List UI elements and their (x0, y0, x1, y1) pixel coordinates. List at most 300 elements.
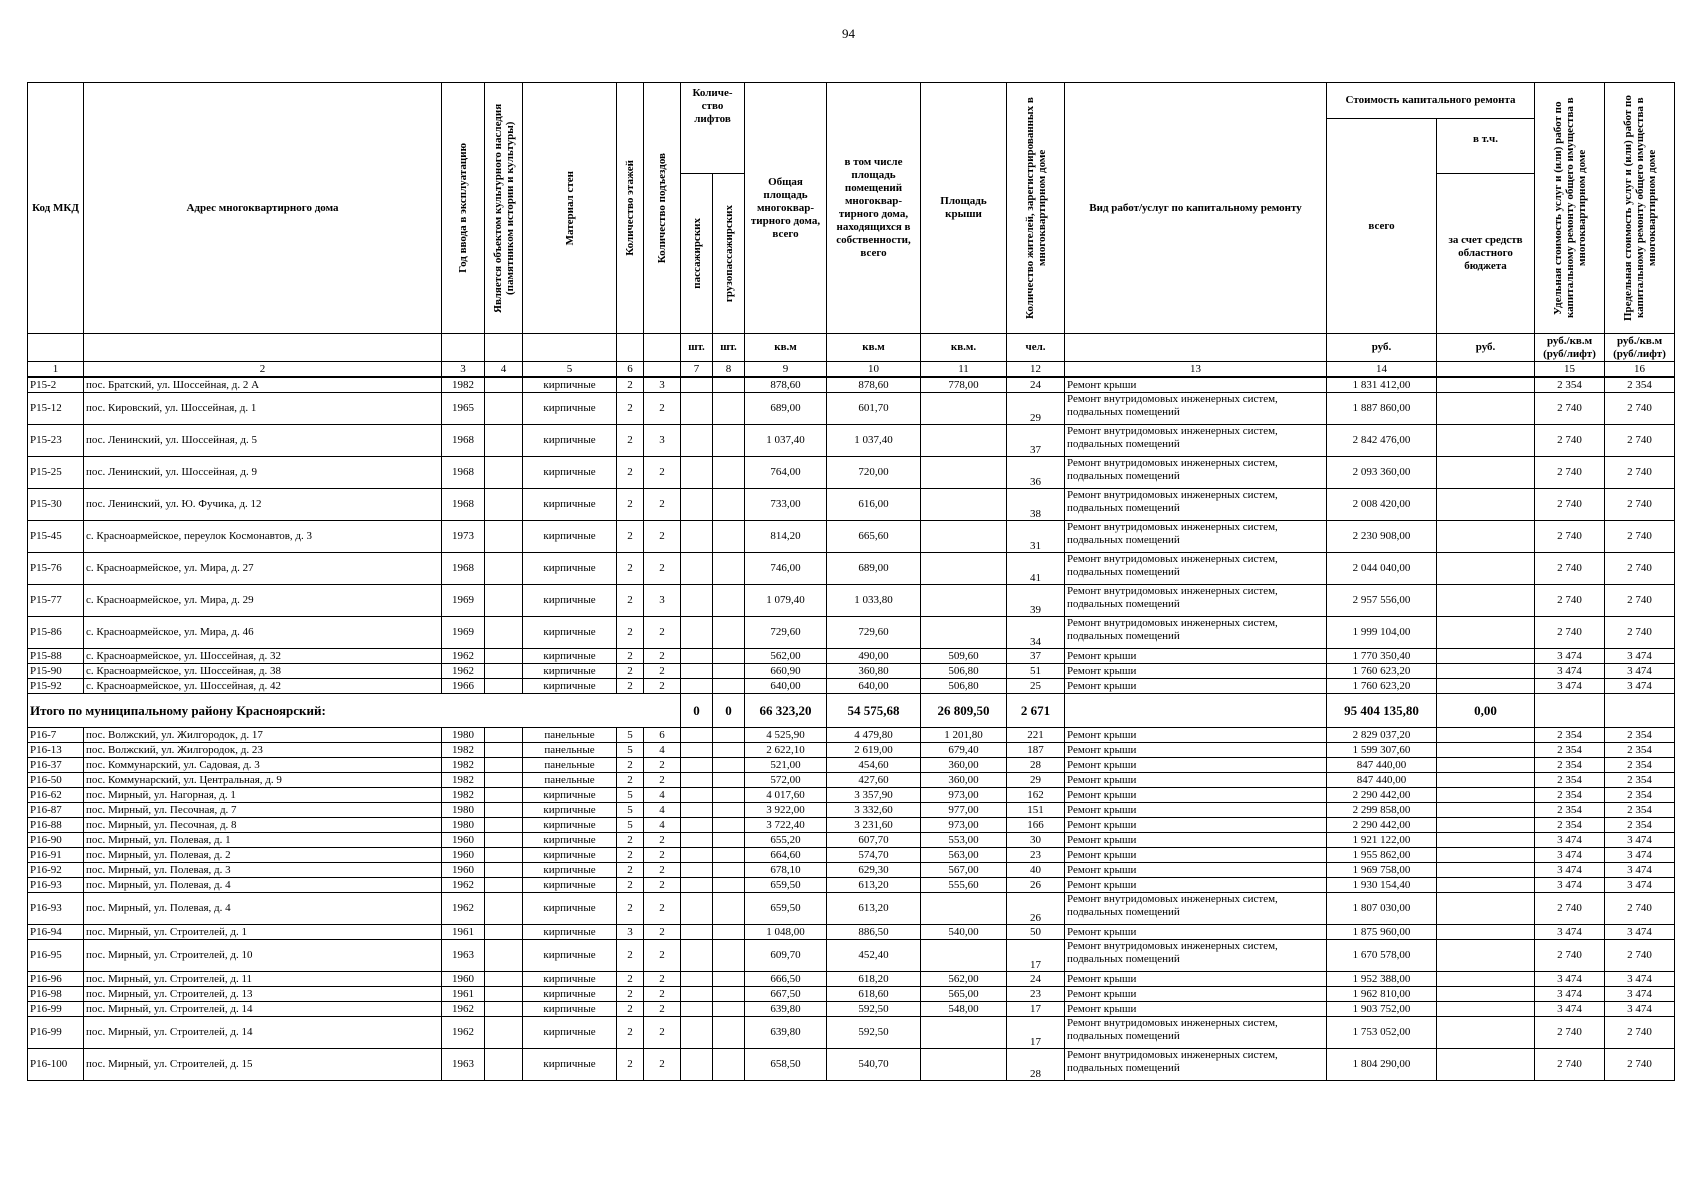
col-material-header: Материал стен (523, 83, 617, 334)
wall-material: кирпичные (523, 940, 617, 972)
roof-area-cell (921, 521, 1007, 553)
owned-area-cell: 629,30 (827, 863, 921, 878)
build-year: 1962 (442, 649, 485, 664)
floors-count: 2 (617, 585, 644, 617)
heritage-cell (485, 940, 523, 972)
work-type-cell: Ремонт внутридомовых инженерных систем, подвальных помещений (1065, 489, 1327, 521)
heritage-cell (485, 848, 523, 863)
floors-count: 2 (617, 649, 644, 664)
cost-total-cell: 1 999 104,00 (1327, 617, 1437, 649)
cost-regional-cell (1437, 758, 1535, 773)
table-row (28, 728, 1675, 743)
col-number: 13 (1065, 362, 1327, 378)
floors-count: 5 (617, 818, 644, 833)
unit-cost-cell: 3 474 (1535, 833, 1605, 848)
mkd-code: Р16-7 (28, 728, 84, 743)
work-type-cell: Ремонт крыши (1065, 679, 1327, 694)
residents-cell: 28 (1007, 758, 1065, 773)
owned-area-cell: 886,50 (827, 925, 921, 940)
total-area-cell: 4 525,90 (745, 728, 827, 743)
build-year: 1966 (442, 679, 485, 694)
col-number: 6 (617, 362, 644, 378)
roof-area-cell (921, 489, 1007, 521)
total-area-cell: 658,50 (745, 1049, 827, 1081)
lifts-pass-cell (681, 617, 713, 649)
mkd-address: пос. Волжский, ул. Жилгородок, д. 17 (84, 728, 442, 743)
build-year: 1961 (442, 925, 485, 940)
entrances-count: 2 (644, 679, 681, 694)
residents-cell: 37 (1007, 425, 1065, 457)
cost-regional-cell (1437, 521, 1535, 553)
cost-regional-cell (1437, 803, 1535, 818)
floors-count: 2 (617, 773, 644, 788)
mkd-address: пос. Мирный, ул. Строителей, д. 13 (84, 987, 442, 1002)
unit-cost-cell: 2 740 (1535, 457, 1605, 489)
lifts-cargo-cell (713, 788, 745, 803)
table-row (28, 940, 1675, 972)
heritage-cell (485, 457, 523, 489)
owned-area-cell: 3 231,60 (827, 818, 921, 833)
roof-area-cell: 555,60 (921, 878, 1007, 893)
unit-pcs: шт. (681, 334, 713, 362)
owned-area-cell: 592,50 (827, 1017, 921, 1049)
col-cost-total-header: всего (1327, 119, 1437, 334)
owned-area-cell: 616,00 (827, 489, 921, 521)
cost-regional-cell (1437, 743, 1535, 758)
table-row (28, 818, 1675, 833)
table-row (28, 1002, 1675, 1017)
mkd-code: Р16-93 (28, 893, 84, 925)
col-cost-regional-header: за счет средств областного бюджета (1437, 174, 1535, 334)
entrances-count: 2 (644, 553, 681, 585)
roof-area-cell: 567,00 (921, 863, 1007, 878)
lifts-cargo-cell (713, 940, 745, 972)
owned-area-cell: 490,00 (827, 649, 921, 664)
cost-total-cell: 847 440,00 (1327, 758, 1437, 773)
mkd-address: пос. Мирный, ул. Строителей, д. 11 (84, 972, 442, 987)
max-cost-cell: 3 474 (1605, 878, 1675, 893)
lifts-pass-cell (681, 987, 713, 1002)
build-year: 1982 (442, 773, 485, 788)
wall-material: кирпичные (523, 848, 617, 863)
lifts-pass-cell (681, 878, 713, 893)
wall-material: кирпичные (523, 425, 617, 457)
floors-count: 2 (617, 553, 644, 585)
total-area-cell: 667,50 (745, 987, 827, 1002)
build-year: 1962 (442, 1017, 485, 1049)
repair-register-table (27, 82, 1675, 1081)
cost-regional-cell (1437, 377, 1535, 393)
unit-rub: руб. (1327, 334, 1437, 362)
roof-area-cell (921, 940, 1007, 972)
unit-cost-cell: 3 474 (1535, 972, 1605, 987)
table-row (28, 972, 1675, 987)
wall-material: кирпичные (523, 377, 617, 393)
mkd-address: пос. Мирный, ул. Полевая, д. 3 (84, 863, 442, 878)
unit-cost-cell: 2 740 (1535, 521, 1605, 553)
roof-area-cell: 540,00 (921, 925, 1007, 940)
cost-total-cell: 2 290 442,00 (1327, 818, 1437, 833)
floors-count: 5 (617, 743, 644, 758)
heritage-cell (485, 553, 523, 585)
work-type-cell: Ремонт крыши (1065, 1002, 1327, 1017)
max-cost-cell: 3 474 (1605, 848, 1675, 863)
roof-area-cell (921, 553, 1007, 585)
col-number: 15 (1535, 362, 1605, 378)
mkd-code: Р16-87 (28, 803, 84, 818)
residents-cell: 31 (1007, 521, 1065, 553)
mkd-address: пос. Мирный, ул. Строителей, д. 10 (84, 940, 442, 972)
cost-regional-cell (1437, 848, 1535, 863)
unit-cost-cell: 2 354 (1535, 728, 1605, 743)
cost-total-cell: 2 044 040,00 (1327, 553, 1437, 585)
col-cost-group-header: Стоимость капитального ремонта (1327, 83, 1535, 119)
unit-cost-cell: 3 474 (1535, 878, 1605, 893)
owned-area-cell: 3 332,60 (827, 803, 921, 818)
max-cost-cell: 2 740 (1605, 893, 1675, 925)
lifts-pass-cell (681, 425, 713, 457)
col-number: 16 (1605, 362, 1675, 378)
max-cost-cell: 2 740 (1605, 393, 1675, 425)
cost-total-cell: 1 921 122,00 (1327, 833, 1437, 848)
col-number: 3 (442, 362, 485, 378)
cost-regional-cell (1437, 489, 1535, 521)
owned-area-cell: 360,80 (827, 664, 921, 679)
owned-area-cell: 2 619,00 (827, 743, 921, 758)
owned-area-cell: 689,00 (827, 553, 921, 585)
residents-cell: 17 (1007, 1017, 1065, 1049)
cost-regional-cell (1437, 457, 1535, 489)
build-year: 1982 (442, 758, 485, 773)
owned-area-cell: 601,70 (827, 393, 921, 425)
owned-area-cell: 665,60 (827, 521, 921, 553)
residents-cell: 17 (1007, 1002, 1065, 1017)
total-area-cell: 3 722,40 (745, 818, 827, 833)
unit-cost-cell: 2 740 (1535, 940, 1605, 972)
total-cost: 95 404 135,80 (1327, 694, 1437, 728)
mkd-address: пос. Мирный, ул. Строителей, д. 14 (84, 1017, 442, 1049)
residents-cell: 24 (1007, 972, 1065, 987)
cost-regional-cell (1437, 664, 1535, 679)
table-row (28, 1049, 1675, 1081)
mkd-address: пос. Мирный, ул. Строителей, д. 14 (84, 1002, 442, 1017)
unit-sqm: кв.м (827, 334, 921, 362)
lifts-pass-cell (681, 758, 713, 773)
roof-area-cell: 360,00 (921, 758, 1007, 773)
floors-count: 3 (617, 925, 644, 940)
col-lifts-cargo-header: грузопассажирских (713, 174, 745, 334)
mkd-code: Р15-25 (28, 457, 84, 489)
build-year: 1980 (442, 818, 485, 833)
table-row (28, 521, 1675, 553)
unit-rub: руб. (1437, 334, 1535, 362)
wall-material: панельные (523, 728, 617, 743)
lifts-pass-cell (681, 893, 713, 925)
owned-area-cell: 592,50 (827, 1002, 921, 1017)
max-cost-cell: 2 740 (1605, 425, 1675, 457)
unit-cost-cell: 2 354 (1535, 803, 1605, 818)
build-year: 1968 (442, 457, 485, 489)
unit-cost-cell: 2 740 (1535, 893, 1605, 925)
cost-total-cell: 2 299 858,00 (1327, 803, 1437, 818)
wall-material: панельные (523, 773, 617, 788)
col-year-header: Год ввода в эксплуатацию (442, 83, 485, 334)
unit-cost-cell: 3 474 (1535, 664, 1605, 679)
table-cell (1065, 694, 1327, 728)
mkd-code: Р15-92 (28, 679, 84, 694)
heritage-cell (485, 788, 523, 803)
column-number-row (28, 362, 1675, 378)
col-number: 2 (84, 362, 442, 378)
col-heritage-header: Является объектом культурного наследия (памятником истории и культуры) (485, 83, 523, 334)
work-type-cell: Ремонт внутридомовых инженерных систем, подвальных помещений (1065, 521, 1327, 553)
total-area-cell: 814,20 (745, 521, 827, 553)
cost-total-cell: 1 955 862,00 (1327, 848, 1437, 863)
mkd-address: с. Красноармейское, ул. Шоссейная, д. 42 (84, 679, 442, 694)
mkd-code: Р16-94 (28, 925, 84, 940)
roof-area-cell: 506,80 (921, 679, 1007, 694)
page-number: 94 (842, 26, 855, 41)
roof-area-cell: 563,00 (921, 848, 1007, 863)
entrances-count: 2 (644, 833, 681, 848)
table-row (28, 377, 1675, 393)
lifts-pass-cell (681, 679, 713, 694)
total-area-cell: 729,60 (745, 617, 827, 649)
owned-area-cell: 618,60 (827, 987, 921, 1002)
unit-cost-cell: 2 354 (1535, 818, 1605, 833)
entrances-count: 2 (644, 649, 681, 664)
total-area-cell: 639,80 (745, 1002, 827, 1017)
mkd-address: с. Красноармейское, ул. Мира, д. 46 (84, 617, 442, 649)
wall-material: кирпичные (523, 878, 617, 893)
build-year: 1962 (442, 893, 485, 925)
work-type-cell: Ремонт крыши (1065, 758, 1327, 773)
roof-area-cell (921, 1017, 1007, 1049)
lifts-cargo-cell (713, 679, 745, 694)
floors-count: 2 (617, 848, 644, 863)
unit-cost-cell: 2 740 (1535, 393, 1605, 425)
table-row (28, 893, 1675, 925)
floors-count: 2 (617, 940, 644, 972)
cost-total-cell: 2 093 360,00 (1327, 457, 1437, 489)
heritage-cell (485, 521, 523, 553)
build-year: 1968 (442, 425, 485, 457)
work-type-cell: Ремонт крыши (1065, 972, 1327, 987)
roof-area-cell: 509,60 (921, 649, 1007, 664)
max-cost-cell: 2 740 (1605, 457, 1675, 489)
mkd-address: с. Красноармейское, ул. Шоссейная, д. 32 (84, 649, 442, 664)
cost-regional-cell (1437, 728, 1535, 743)
floors-count: 2 (617, 833, 644, 848)
mkd-address: пос. Ленинский, ул. Ю. Фучика, д. 12 (84, 489, 442, 521)
work-type-cell: Ремонт крыши (1065, 773, 1327, 788)
total-area-cell: 572,00 (745, 773, 827, 788)
heritage-cell (485, 758, 523, 773)
work-type-cell: Ремонт внутридомовых инженерных систем, подвальных помещений (1065, 1049, 1327, 1081)
unit-pcs: шт. (713, 334, 745, 362)
wall-material: кирпичные (523, 818, 617, 833)
floors-count: 5 (617, 788, 644, 803)
work-type-cell: Ремонт крыши (1065, 803, 1327, 818)
cost-total-cell: 1 760 623,20 (1327, 679, 1437, 694)
total-area-cell: 2 622,10 (745, 743, 827, 758)
residents-cell: 51 (1007, 664, 1065, 679)
total-area-cell: 746,00 (745, 553, 827, 585)
table-row (28, 773, 1675, 788)
floors-count: 2 (617, 489, 644, 521)
floors-count: 2 (617, 987, 644, 1002)
col-area-total-header: Общая площадь многоквар-тирного дома, всего (745, 83, 827, 334)
cost-regional-cell (1437, 818, 1535, 833)
mkd-code: Р16-88 (28, 818, 84, 833)
table-row (28, 987, 1675, 1002)
owned-area-cell: 1 037,40 (827, 425, 921, 457)
entrances-count: 6 (644, 728, 681, 743)
entrances-count: 2 (644, 878, 681, 893)
residents-cell: 37 (1007, 649, 1065, 664)
cost-total-cell: 1 770 350,40 (1327, 649, 1437, 664)
max-cost-cell: 2 740 (1605, 1017, 1675, 1049)
heritage-cell (485, 489, 523, 521)
table-row (28, 457, 1675, 489)
mkd-address: пос. Кировский, ул. Шоссейная, д. 1 (84, 393, 442, 425)
lifts-cargo-cell (713, 803, 745, 818)
residents-cell: 17 (1007, 940, 1065, 972)
col-number: 8 (713, 362, 745, 378)
build-year: 1969 (442, 585, 485, 617)
entrances-count: 2 (644, 617, 681, 649)
max-cost-cell: 2 740 (1605, 489, 1675, 521)
max-cost-cell: 2 740 (1605, 521, 1675, 553)
unit-cost-cell: 2 354 (1535, 377, 1605, 393)
wall-material: кирпичные (523, 987, 617, 1002)
lifts-pass-cell (681, 773, 713, 788)
lifts-pass-cell (681, 521, 713, 553)
unit-cost-cell: 2 354 (1535, 773, 1605, 788)
max-cost-cell: 3 474 (1605, 1002, 1675, 1017)
mkd-code: Р15-76 (28, 553, 84, 585)
unit-cost-cell: 2 740 (1535, 489, 1605, 521)
unit-cost-cell: 2 740 (1535, 1049, 1605, 1081)
lifts-pass-cell (681, 1002, 713, 1017)
floors-count: 2 (617, 1049, 644, 1081)
max-cost-cell: 2 740 (1605, 553, 1675, 585)
mkd-address: пос. Ленинский, ул. Шоссейная, д. 5 (84, 425, 442, 457)
wall-material: кирпичные (523, 1002, 617, 1017)
roof-area-cell (921, 585, 1007, 617)
entrances-count: 3 (644, 585, 681, 617)
mkd-code: Р16-95 (28, 940, 84, 972)
owned-area-cell: 1 033,80 (827, 585, 921, 617)
cost-total-cell: 2 829 037,20 (1327, 728, 1437, 743)
total-area-cell: 1 037,40 (745, 425, 827, 457)
lifts-pass-cell (681, 788, 713, 803)
heritage-cell (485, 987, 523, 1002)
unit-cost-cell: 3 474 (1535, 1002, 1605, 1017)
max-cost-cell: 2 354 (1605, 818, 1675, 833)
cost-regional-cell (1437, 925, 1535, 940)
floors-count: 2 (617, 377, 644, 393)
col-number: 14 (1327, 362, 1437, 378)
entrances-count: 4 (644, 803, 681, 818)
unit-cost-cell: 3 474 (1535, 987, 1605, 1002)
table-body (28, 362, 1675, 1081)
mkd-code: Р16-62 (28, 788, 84, 803)
work-type-cell: Ремонт крыши (1065, 743, 1327, 758)
lifts-pass-cell (681, 553, 713, 585)
residents-cell: 187 (1007, 743, 1065, 758)
lifts-cargo-cell (713, 848, 745, 863)
work-type-cell: Ремонт крыши (1065, 848, 1327, 863)
total-area-cell: 1 048,00 (745, 925, 827, 940)
build-year: 1969 (442, 617, 485, 649)
total-owned-area: 54 575,68 (827, 694, 921, 728)
residents-cell: 26 (1007, 878, 1065, 893)
heritage-cell (485, 649, 523, 664)
unit-cost-cell: 3 474 (1535, 925, 1605, 940)
entrances-count: 2 (644, 893, 681, 925)
mkd-code: Р15-45 (28, 521, 84, 553)
table-row (28, 553, 1675, 585)
heritage-cell (485, 893, 523, 925)
unit-cost-cell: 2 740 (1535, 617, 1605, 649)
residents-cell: 38 (1007, 489, 1065, 521)
roof-area-cell: 548,00 (921, 1002, 1007, 1017)
build-year: 1962 (442, 1002, 485, 1017)
col-number: 11 (921, 362, 1007, 378)
work-type-cell: Ремонт внутридомовых инженерных систем, подвальных помещений (1065, 457, 1327, 489)
col-number: 7 (681, 362, 713, 378)
cost-total-cell: 1 969 758,00 (1327, 863, 1437, 878)
total-area-cell: 660,90 (745, 664, 827, 679)
max-cost-cell: 3 474 (1605, 664, 1675, 679)
residents-cell: 24 (1007, 377, 1065, 393)
entrances-count: 2 (644, 972, 681, 987)
mkd-code: Р15-12 (28, 393, 84, 425)
mkd-address: пос. Мирный, ул. Песочная, д. 8 (84, 818, 442, 833)
work-type-cell: Ремонт крыши (1065, 987, 1327, 1002)
table-row (28, 878, 1675, 893)
unit-cost-cell: 2 740 (1535, 425, 1605, 457)
lifts-cargo-cell (713, 377, 745, 393)
owned-area-cell: 540,70 (827, 1049, 921, 1081)
heritage-cell (485, 818, 523, 833)
cost-regional-cell (1437, 425, 1535, 457)
heritage-cell (485, 743, 523, 758)
floors-count: 2 (617, 758, 644, 773)
mkd-code: Р16-50 (28, 773, 84, 788)
heritage-cell (485, 863, 523, 878)
heritage-cell (485, 972, 523, 987)
entrances-count: 2 (644, 987, 681, 1002)
wall-material: кирпичные (523, 972, 617, 987)
total-roof-area: 26 809,50 (921, 694, 1007, 728)
mkd-code: Р16-99 (28, 1017, 84, 1049)
entrances-count: 4 (644, 743, 681, 758)
unit-cost-cell: 2 740 (1535, 553, 1605, 585)
build-year: 1965 (442, 393, 485, 425)
entrances-count: 2 (644, 1017, 681, 1049)
total-area-cell: 1 079,40 (745, 585, 827, 617)
lifts-pass-cell (681, 848, 713, 863)
wall-material: панельные (523, 743, 617, 758)
roof-area-cell: 973,00 (921, 788, 1007, 803)
heritage-cell (485, 833, 523, 848)
roof-area-cell: 778,00 (921, 377, 1007, 393)
col-entrances-header: Количество подъездов (644, 83, 681, 334)
floors-count: 2 (617, 521, 644, 553)
residents-cell: 29 (1007, 773, 1065, 788)
